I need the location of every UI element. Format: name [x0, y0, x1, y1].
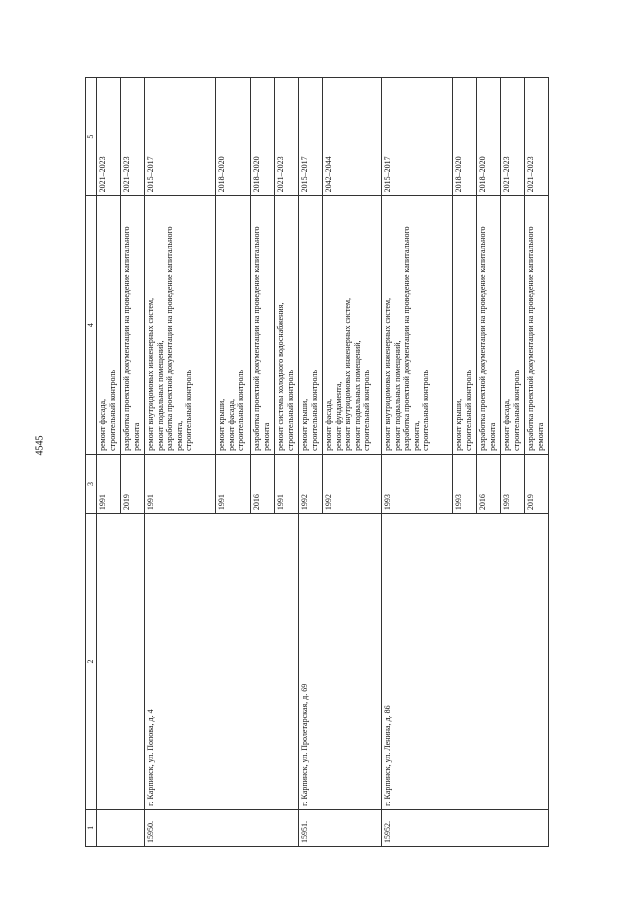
row-number-cell	[97, 809, 145, 846]
address-cell: г. Карпинск, ул. Ленина, д. 86	[382, 514, 549, 810]
work-type-cell: разработка проектной документации на проведение капитального ремонта	[251, 196, 275, 455]
table-row	[97, 78, 121, 847]
table-body	[97, 78, 549, 847]
year-cell: 2016	[477, 454, 501, 513]
period-cell: 2015–2017	[382, 78, 453, 196]
table-row	[145, 78, 216, 847]
year-cell: 1993	[453, 454, 477, 513]
table-row	[299, 78, 323, 847]
address-cell: г. Карпинск, ул. Пролетарская, д. 69	[299, 514, 382, 810]
column-number-row	[86, 78, 97, 847]
period-cell: 2042–2044	[323, 78, 382, 196]
work-type-cell: ремонт фасада, строительный контроль	[97, 196, 121, 455]
table-row	[382, 78, 453, 847]
rotated-table-container	[85, 77, 545, 847]
column-header: 1	[86, 809, 97, 846]
period-cell: 2018–2020	[453, 78, 477, 196]
period-cell: 2018–2020	[251, 78, 275, 196]
column-header: 5	[86, 78, 97, 196]
period-cell: 2018–2020	[477, 78, 501, 196]
year-cell: 1991	[145, 454, 216, 513]
work-type-cell: ремонт внутридомовых инженерных систем, ремонт подвальных помещений, разработка проектной документации на проведение капитального ремонта, строительный контроль	[145, 196, 216, 455]
address-cell: г. Карпинск, ул. Попова, д. 4	[145, 514, 299, 810]
column-header: 4	[86, 196, 97, 455]
period-cell: 2021–2023	[97, 78, 121, 196]
period-cell: 2021–2023	[275, 78, 299, 196]
year-cell: 1993	[501, 454, 525, 513]
work-type-cell: разработка проектной документации на проведение капитального ремонта	[525, 196, 549, 455]
address-cell	[97, 514, 145, 810]
work-type-cell: ремонт системы холодного водоснабжения, строительный контроль	[275, 196, 299, 455]
period-cell: 2021–2023	[121, 78, 145, 196]
page-number: 4545	[34, 435, 46, 456]
work-type-cell: ремонт крыши, строительный контроль	[299, 196, 323, 455]
work-type-cell: разработка проектной документации на проведение капитального ремонта	[121, 196, 145, 455]
work-type-cell: ремонт внутридомовых инженерных систем, ремонт подвальных помещений, разработка проектной документации на проведение капитального ремонта, строительный контроль	[382, 196, 453, 455]
year-cell: 1991	[216, 454, 251, 513]
year-cell: 1993	[382, 454, 453, 513]
period-cell: 2018–2020	[216, 78, 251, 196]
work-type-cell: разработка проектной документации на проведение капитального ремонта	[477, 196, 501, 455]
row-number-cell: 15950.	[145, 809, 299, 846]
work-type-cell: ремонт фасада, ремонт фундамента, ремонт внутридомовых инженерных систем, ремонт подвальных помещений, строительный контроль	[323, 196, 382, 455]
period-cell: 2021–2023	[525, 78, 549, 196]
capital-repair-table	[85, 77, 549, 847]
row-number-cell: 15952.	[382, 809, 549, 846]
year-cell: 1992	[299, 454, 323, 513]
year-cell: 1992	[323, 454, 382, 513]
work-type-cell: ремонт крыши, ремонт фасада, строительный контроль	[216, 196, 251, 455]
year-cell: 1991	[275, 454, 299, 513]
row-number-cell: 15951.	[299, 809, 382, 846]
column-header: 3	[86, 454, 97, 513]
period-cell: 2015–2017	[299, 78, 323, 196]
column-header: 2	[86, 514, 97, 810]
period-cell: 2021–2023	[501, 78, 525, 196]
work-type-cell: ремонт фасада, строительный контроль	[501, 196, 525, 455]
period-cell: 2015–2017	[145, 78, 216, 196]
year-cell: 2019	[121, 454, 145, 513]
year-cell: 2016	[251, 454, 275, 513]
work-type-cell: ремонт крыши, строительный контроль	[453, 196, 477, 455]
year-cell: 2019	[525, 454, 549, 513]
year-cell: 1991	[97, 454, 121, 513]
